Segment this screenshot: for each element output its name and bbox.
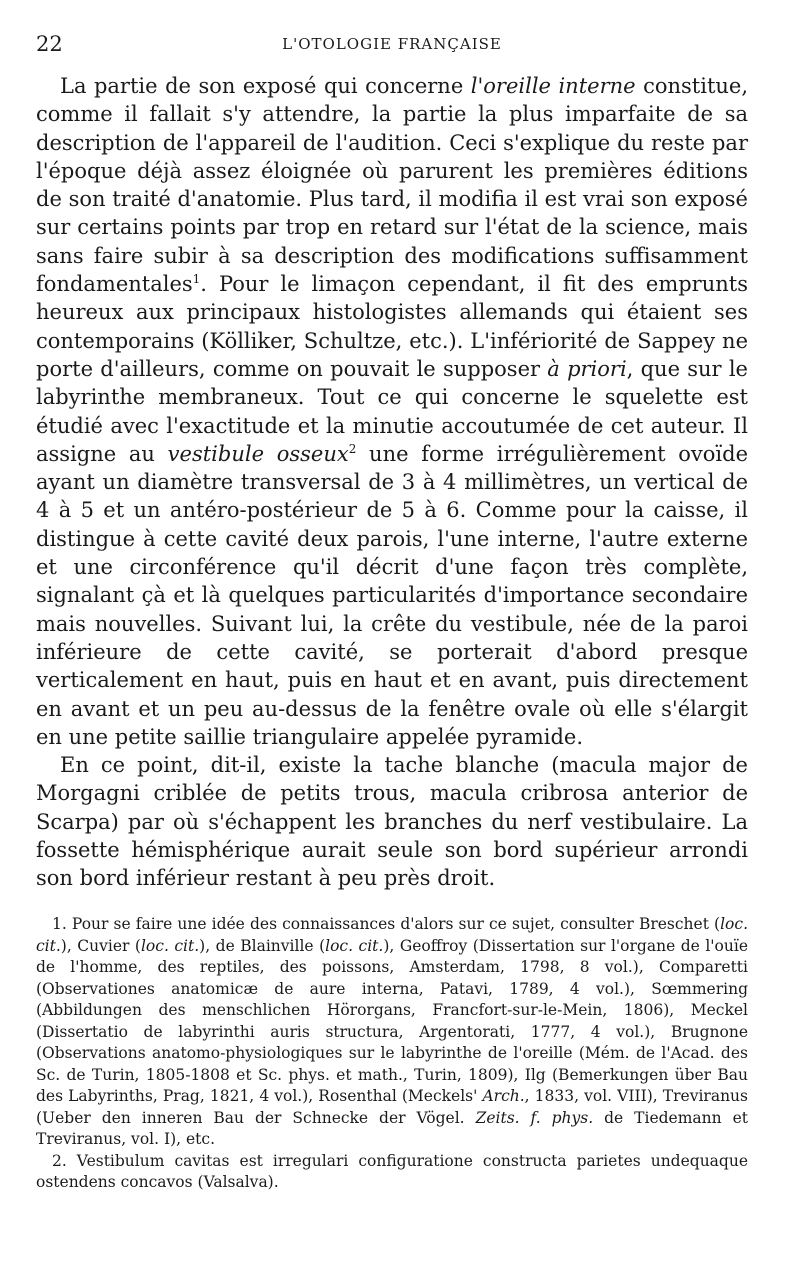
paragraph: En ce point, dit-il, existe la tache blanche (macula major de Morgagni criblée de petits trous, macula cribrosa anterior de Scarpa) par où s'échappent les branches du nerf vestibulaire. La fossette hémisphérique aurait seule son bord supérieur arrondi son bord inférieur restant à peu près droit. bbox=[36, 753, 748, 891]
italic-term: l'oreille interne bbox=[470, 74, 636, 98]
footnote: 1. Pour se faire une idée des connaissances d'alors sur ce sujet, consulter Breschet (loc. cit.), Cuvier (loc. cit.), de Blainville (loc. cit.), Geoffroy (Dissertation sur l'organe de l'ouïe de l'homme, des reptiles, des poissons, Amsterdam, 1798, 8 vol.), Comparetti (Observationes anatomicæ de aure interna, Patavi, 1789, 4 vol.), Sœmmering (Abbildungen des menschlichen Hörorgans, Francfort-sur-le-Mein, 1806), Meckel (Dissertatio de labyrinthi auris structura, Argentorati, 1777, 4 vol.), Brugnone (Observations anatomo-physiologiques sur le labyrinthe de l'oreille (Mém. de l'Acad. des Sc. de Turin, 1805-1808 et Sc. phys. et math., Turin, 1809), Ilg (Bemerkungen über Bau des Labyrinths, Prag, 1821, 4 vol.), Rosenthal (Meckels' Arch., 1833, vol. VIII), Treviranus (Ueber den inneren Bau der Schnecke der Vögel. Zeits. f. phys. de Tiedemann et Treviranus, vol. I), etc. bbox=[36, 915, 749, 1148]
italic-term: à priori bbox=[547, 356, 627, 381]
page-header bbox=[36, 32, 748, 58]
main-text bbox=[36, 72, 748, 893]
italic-term: vestibule osseux bbox=[167, 441, 349, 466]
footnote-ref: 2 bbox=[348, 441, 357, 456]
paragraph: La partie de son exposé qui concerne l'oreille interne constitue, comme il fallait s'y attendre, la partie la plus imparfaite de sa description de l'appareil de l'audition. Ceci s'explique du reste par l'époque déjà assez éloignée où parurent les premières éditions de son traité d'anatomie. Plus tard, il modifia il est vrai son exposé sur certains points par trop en retard sur l'état de la science, mais sans faire subir à sa description des modifications suffisamment fondamentales$^1$. Pour le limaçon cependant, il fit des emprunts heureux aux principaux histologistes allemands qui étaient ses contemporains (Kölliker, Schultze, etc.). L'infériorité de Sappey ne porte d'ailleurs, comme on pouvait le supposer à priori, que sur le labyrinthe membraneux. Tout ce qui concerne le squelette est étudié avec l'exactitude et la minutie accoutumée de cet auteur. Il assigne au vestibule osseux$^2$ une forme irrégulièrement ovoïde ayant un diamètre transversal de 3 à 4 millimètres, un vertical de 4 à 5 et un antéro-postérieur de 5 à 6. Comme pour la caisse, il distingue à cette cavité deux parois, l'une interne, l'autre externe et une circonférence qu'il décrit d'une façon très complète, signalant çà et là quelques particularités d'importance secondaire mais nouvelles. Suivant lui, la crête du vestibule, née de la paroi inférieure de cette cavité, se porterait d'abord presque verticalement en haut, puis en haut et en avant, puis directement en avant et un peu au-dessus de la fenêtre ovale où elle s'élargit en une petite saillie triangulaire appelée pyramide. bbox=[36, 74, 749, 749]
footnote-ref: 1 bbox=[192, 272, 201, 287]
running-title: L'OTOLOGIE FRANÇAISE bbox=[282, 35, 502, 53]
footnote: 2. Vestibulum cavitas est irregulari configuratione constructa parietes undequaque ostendens concavos (Valsalva). bbox=[36, 1151, 748, 1191]
page-number: 22 bbox=[36, 32, 63, 56]
footnotes bbox=[36, 914, 748, 1194]
